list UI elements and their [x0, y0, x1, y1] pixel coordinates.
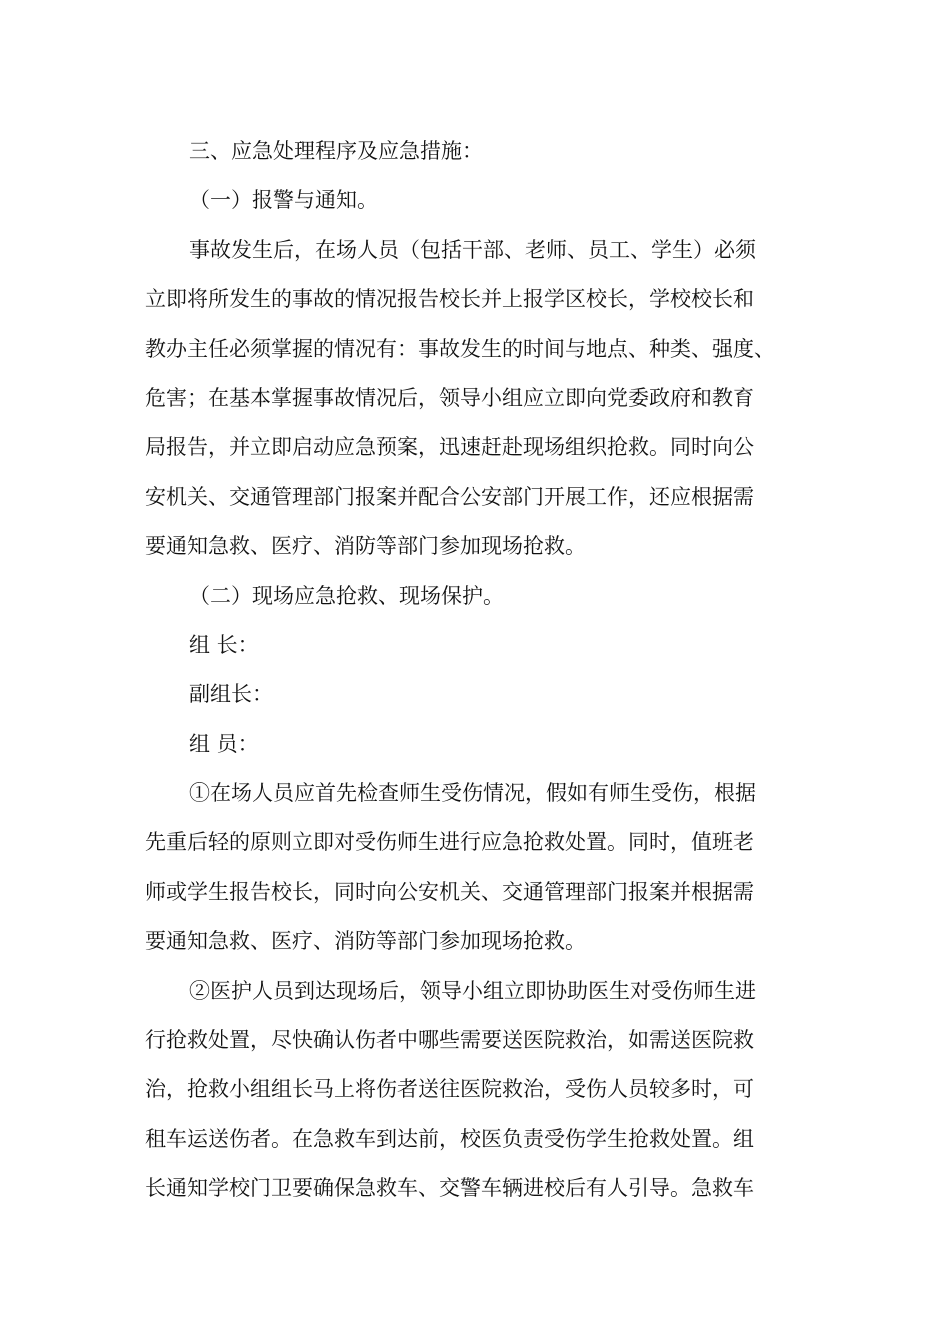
role-leader-label: 组 长： [189, 632, 259, 657]
paragraph-line: 长通知学校门卫要确保急救车、交警车辆进校后有人引导。急救车 [145, 1176, 754, 1201]
role-deputy-label: 副组长： [189, 682, 273, 707]
paragraph-line: 安机关、交通管理部门报案并配合公安部门开展工作，还应根据需 [145, 484, 754, 509]
paragraph-line: 事故发生后，在场人员（包括干部、老师、员工、学生）必须 [189, 237, 756, 262]
paragraph-line: 要通知急救、医疗、消防等部门参加现场抢救。 [145, 534, 586, 559]
document-body [145, 127, 825, 1214]
paragraph-line: 教办主任必须掌握的情况有：事故发生的时间与地点、种类、强度、 [145, 336, 775, 361]
paragraph-line: 立即将所发生的事故的情况报告校长并上报学区校长，学校校长和 [145, 287, 754, 312]
paragraph-line: ②医护人员到达现场后，领导小组立即协助医生对受伤师生进 [189, 978, 756, 1003]
subsection-heading: （二）现场应急抢救、现场保护。 [189, 583, 504, 608]
paragraph-line: 行抢救处置，尽快确认伤者中哪些需要送医院救治，如需送医院救 [145, 1028, 754, 1053]
role-member-label: 组 员： [189, 731, 259, 756]
section-heading: 三、应急处理程序及应急措施： [189, 139, 483, 163]
paragraph-line: 危害；在基本掌握事故情况后，领导小组应立即向党委政府和教育 [145, 385, 754, 410]
paragraph-line: 先重后轻的原则立即对受伤师生进行应急抢救处置。同时，值班老 [145, 830, 754, 855]
subsection-heading: （一）报警与通知。 [189, 188, 378, 213]
paragraph-line: 师或学生报告校长，同时向公安机关、交通管理部门报案并根据需 [145, 879, 754, 904]
paragraph-line: 租车运送伤者。在急救车到达前，校医负责受伤学生抢救处置。组 [145, 1126, 754, 1151]
paragraph-line: ①在场人员应首先检查师生受伤情况，假如有师生受伤，根据 [189, 781, 756, 806]
paragraph-line: 治，抢救小组组长马上将伤者送往医院救治，受伤人员较多时，可 [145, 1077, 754, 1102]
paragraph-line: 要通知急救、医疗、消防等部门参加现场抢救。 [145, 929, 586, 954]
paragraph-line: 局报告，并立即启动应急预案，迅速赶赴现场组织抢救。同时向公 [145, 435, 754, 460]
